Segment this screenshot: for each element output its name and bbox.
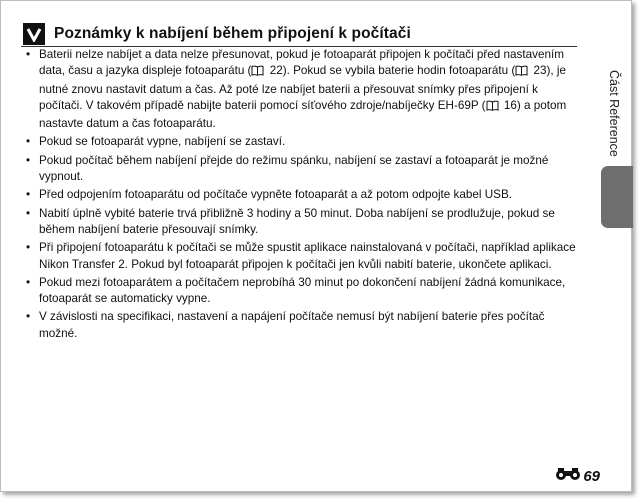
page-number: 69	[583, 468, 600, 485]
list-item	[25, 47, 577, 132]
book-reference-icon	[515, 65, 528, 81]
book-reference-icon	[486, 100, 499, 116]
notes-list	[25, 47, 577, 344]
note-text: Před odpojením fotoaparátu od počítače vypněte fotoaparát a až potom odpojte kabel USB.	[39, 188, 513, 202]
list-item	[25, 240, 577, 273]
note-text: Baterii nelze nabíjet a data nelze přesunovat, pokud je fotoaparát připojen k počítači před nastavením data, času a jazyka displeje fotoaparátu (	[39, 48, 564, 78]
list-item	[25, 275, 577, 308]
section-label-text: Část Reference	[607, 70, 621, 157]
bullet: •	[26, 206, 31, 220]
bullet: •	[26, 241, 31, 255]
list-item	[25, 134, 577, 150]
list-item	[25, 206, 577, 239]
binoculars-icon	[555, 467, 581, 486]
book-reference-icon	[251, 65, 264, 81]
list-item	[25, 187, 577, 203]
checkmark-icon	[23, 23, 45, 45]
note-text: V závislosti na specifikaci, nastavení a napájení počítače nemusí být nabíjení baterie přes počítač možné.	[39, 310, 545, 340]
section-tab	[601, 166, 633, 228]
bullet: •	[26, 188, 31, 202]
list-item	[25, 309, 577, 342]
note-text: Pokud mezi fotoaparátem a počítačem neprobíhá 30 minut po dokončení nabíjení žádná komunikace, fotoaparát se automaticky vypne.	[39, 275, 566, 306]
page-footer	[555, 467, 600, 486]
note-text: Pokud počítač během nabíjení přejde do režimu spánku, nabíjení se zastaví a fotoaparát je možné vypnout.	[39, 153, 549, 184]
bullet: •	[26, 310, 31, 324]
note-text: 16) a potom nastavte datum a čas fotoaparátu.	[39, 98, 567, 131]
note-text: Pokud se fotoaparát vypne, nabíjení se zastaví.	[39, 135, 286, 149]
bullet: •	[26, 275, 31, 289]
note-heading	[23, 23, 411, 45]
note-title: Poznámky k nabíjení během připojení k počítači	[54, 25, 411, 42]
bullet: •	[26, 153, 31, 167]
note-text: 23), je nutné znovu nastavit datum a čas. Až poté lze nabíjet baterii a přesouvat snímky přes připojení k počítači. V takovém případě nabijte baterii pomocí síťového zdroje/nabíječky EH-69P (	[39, 64, 567, 112]
note-text: Při připojení fotoaparátu k počítači se může spustit aplikace nainstalovaná v počítači, například aplikace Nikon Transfer 2. Pokud byl fotoaparát připojen k počítači jen kvůli nabití baterie, ukončete aplikaci.	[39, 241, 576, 271]
bullet: •	[26, 48, 31, 61]
bullet: •	[26, 135, 31, 149]
note-text: Nabití úplně vybité baterie trvá přibližně 3 hodiny a 50 minut. Doba nabíjení se prodlužuje, pokud se během nabíjení baterie přesouvají snímky.	[39, 206, 555, 236]
list-item	[25, 153, 577, 186]
note-text: 22). Pokud se vybila baterie hodin fotoaparátu (	[266, 64, 516, 78]
